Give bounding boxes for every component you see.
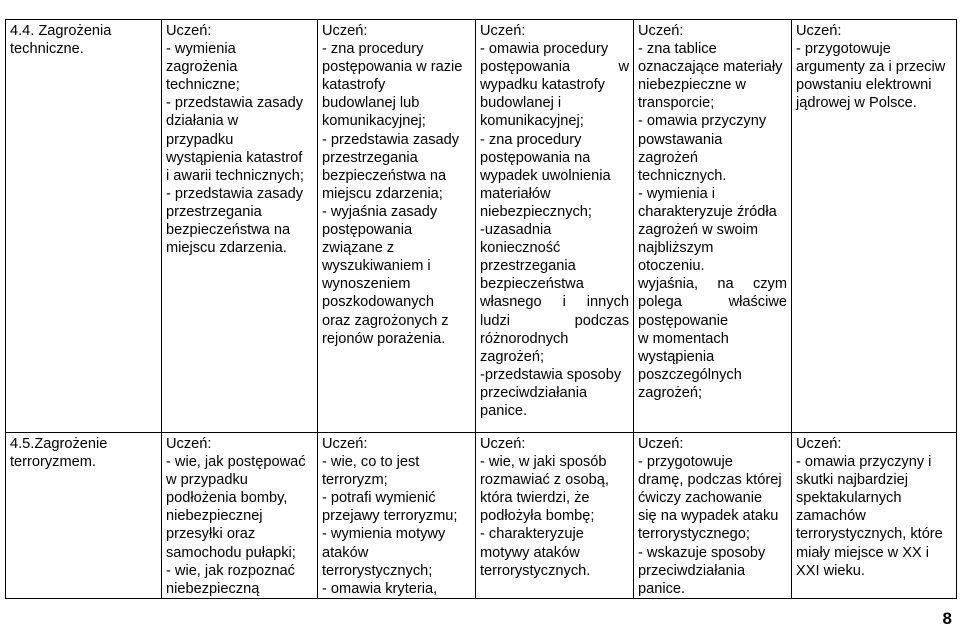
cell-line: budowlanej i: [480, 95, 562, 112]
cell-line: poszkodowanych: [322, 294, 434, 311]
curriculum-table: [5, 19, 957, 599]
requirement-cell: [318, 20, 476, 433]
cell-line: spektakularnych: [796, 490, 902, 507]
cell-line: poszczególnych: [638, 366, 742, 383]
cell-line: technicznych.: [638, 167, 727, 184]
cell-line: postępowania w: [480, 59, 629, 76]
cell-line: rozmawiać z osobą,: [480, 472, 609, 489]
cell-line: zagrożenia: [166, 59, 238, 76]
cell-line: otoczeniu.: [638, 258, 705, 275]
cell-heading: Uczeń:: [480, 436, 526, 452]
cell-line: -uzasadnia: [480, 222, 552, 239]
cell-line: budowlanej lub: [322, 95, 420, 112]
cell-line: wystąpienia: [638, 348, 715, 365]
cell-line: terroryzm;: [322, 472, 388, 489]
cell-line: - przedstawia zasady: [166, 95, 304, 112]
cell-line: własnego i innych: [480, 294, 629, 311]
cell-line: komunikacyjnej;: [480, 113, 584, 130]
cell-line: wypadek uwolnienia: [480, 167, 611, 184]
cell-line: - wskazuje sposoby: [638, 544, 766, 561]
cell-line: w momentach: [638, 330, 729, 347]
cell-line: transporcie;: [638, 95, 715, 112]
cell-line: - omawia przyczyny: [638, 113, 767, 130]
cell-line: postępowania: [322, 222, 413, 239]
cell-line: charakteryzuje źródła: [638, 203, 777, 220]
cell-line: postępowanie: [638, 312, 729, 329]
cell-line: miejscu zdarzenia;: [322, 185, 443, 202]
cell-line: wynoszeniem: [322, 276, 411, 293]
cell-line: powstawania: [638, 131, 723, 148]
cell-line: - wyjaśnia zasady: [322, 203, 438, 220]
cell-heading: Uczeń:: [638, 23, 684, 39]
cell-line: - przedstawia zasady: [322, 131, 460, 148]
topic-cell: [6, 20, 162, 433]
cell-line: niebezpieczne w: [638, 77, 746, 94]
cell-line: bezpieczeństwa na: [322, 167, 447, 184]
cell-line: - omawia przyczyny i: [796, 454, 932, 471]
topic-line: 4.5.Zagrożenie: [10, 436, 108, 452]
cell-line: oznaczające materiały: [638, 59, 783, 76]
requirement-cell: [792, 433, 957, 599]
cell-line: - potrafi wymienić: [322, 490, 436, 507]
cell-line: przestrzegania: [166, 203, 262, 220]
cell-heading: Uczeń:: [480, 23, 526, 39]
table-row: [6, 20, 957, 433]
cell-line: przestrzegania: [322, 149, 418, 166]
cell-line: - charakteryzuje: [480, 526, 584, 543]
cell-line: wyszukiwaniem i: [322, 258, 431, 275]
cell-line: ludzi podczas: [480, 312, 629, 329]
cell-line: postępowania w razie: [322, 59, 463, 76]
cell-line: niebezpieczną: [166, 580, 260, 597]
cell-line: terrorystycznych, które: [796, 526, 943, 543]
cell-heading: Uczeń:: [796, 436, 842, 452]
page-number: 8: [942, 609, 952, 628]
cell-line: ataków: [322, 544, 369, 561]
requirement-cell: [476, 20, 634, 433]
cell-line: związane z: [322, 240, 395, 257]
cell-line: przypadku: [166, 131, 234, 148]
cell-line: komunikacyjnej;: [322, 113, 426, 130]
cell-line: motywy ataków: [480, 544, 580, 561]
cell-line: różnorodnych: [480, 330, 569, 347]
cell-heading: Uczeń:: [638, 436, 684, 452]
cell-line: i awarii technicznych;: [166, 167, 304, 184]
cell-heading: Uczeń:: [322, 436, 368, 452]
cell-line: zagrożeń;: [638, 384, 703, 401]
topic-line: techniczne.: [10, 41, 84, 58]
cell-line: - wie, jak rozpoznać: [166, 562, 295, 579]
cell-line: działania w: [166, 113, 239, 130]
cell-line: postępowania na: [480, 149, 591, 166]
cell-line: materiałów: [480, 185, 551, 202]
cell-line: - zna tablice: [638, 41, 717, 58]
cell-line: wystąpienia katastrof: [166, 149, 303, 166]
requirement-cell: [476, 433, 634, 599]
cell-line: konieczność: [480, 240, 561, 257]
cell-line: niebezpiecznej: [166, 508, 263, 525]
cell-line: zagrożeń w swoim: [638, 222, 759, 239]
cell-line: terrorystycznego;: [638, 526, 750, 543]
cell-line: zagrożeń: [638, 149, 699, 166]
cell-heading: Uczeń:: [166, 436, 212, 452]
cell-line: niebezpiecznych;: [480, 203, 592, 220]
cell-line: - przygotowuje: [796, 41, 891, 58]
cell-line: - omawia procedury: [480, 41, 609, 58]
cell-line: - wymienia: [166, 41, 236, 58]
cell-line: - zna procedury: [480, 131, 582, 148]
requirement-cell: [162, 20, 318, 433]
cell-line: przestrzegania: [480, 258, 576, 275]
cell-line: najbliższym: [638, 240, 714, 257]
cell-line: katastrofy: [322, 77, 386, 94]
requirement-cell: [634, 433, 792, 599]
cell-line: ćwiczy zachowanie: [638, 490, 763, 507]
cell-line: -przedstawia sposoby: [480, 366, 622, 383]
topic-line: 4.4. Zagrożenia: [10, 23, 112, 39]
requirement-cell: [162, 433, 318, 599]
cell-line: - wie, w jaki sposób: [480, 454, 607, 471]
cell-line: bezpieczeństwa: [480, 276, 584, 293]
cell-line: samochodu pułapki;: [166, 544, 296, 561]
cell-line: która twierdzi, że: [480, 490, 590, 507]
cell-line: przeciwdziałania: [638, 562, 746, 579]
cell-line: podłożyła bombę;: [480, 508, 595, 525]
cell-heading: Uczeń:: [796, 23, 842, 39]
cell-line: miały miejsce w XX i: [796, 544, 929, 561]
cell-line: - zna procedury: [322, 41, 424, 58]
cell-line: przeciwdziałania: [480, 384, 588, 401]
cell-line: dramę, podczas której: [638, 472, 782, 489]
topic-cell: [6, 433, 162, 599]
cell-line: - wymienia motywy: [322, 526, 446, 543]
cell-line: zamachów: [796, 508, 866, 525]
cell-line: - wie, jak postępować: [166, 454, 306, 471]
table-row: [6, 433, 957, 599]
requirement-cell: [318, 433, 476, 599]
cell-line: terrorystycznych.: [480, 562, 591, 579]
cell-line: w przypadku: [166, 472, 248, 489]
cell-line: rejonów porażenia.: [322, 330, 446, 347]
cell-line: się na wypadek ataku: [638, 508, 779, 525]
requirement-cell: [634, 20, 792, 433]
cell-line: XXI wieku.: [796, 562, 865, 579]
cell-line: - omawia kryteria,: [322, 580, 438, 597]
cell-line: panice.: [638, 580, 686, 597]
cell-line: terrorystycznych;: [322, 562, 433, 579]
cell-line: przesyłki oraz: [166, 526, 256, 543]
cell-line: argumenty za i przeciw: [796, 59, 946, 76]
cell-line: wyjaśnia, na czym: [638, 276, 787, 293]
cell-line: podłożenia bomby,: [166, 490, 288, 507]
topic-line: terroryzmem.: [10, 454, 96, 471]
cell-line: - przygotowuje: [638, 454, 733, 471]
cell-line: - wymienia i: [638, 185, 716, 202]
cell-line: przejawy terroryzmu;: [322, 508, 458, 525]
cell-line: jądrowej w Polsce.: [796, 95, 917, 112]
cell-line: powstaniu elektrowni: [796, 77, 932, 94]
requirement-cell: [792, 20, 957, 433]
cell-heading: Uczeń:: [166, 23, 212, 39]
cell-line: zagrożeń;: [480, 348, 545, 365]
cell-line: polega właściwe: [638, 294, 787, 311]
cell-line: bezpieczeństwa na: [166, 222, 291, 239]
cell-line: oraz zagrożonych z: [322, 312, 449, 329]
cell-line: - wie, co to jest: [322, 454, 420, 471]
cell-line: wypadku katastrofy: [480, 77, 605, 94]
cell-heading: Uczeń:: [322, 23, 368, 39]
cell-line: - przedstawia zasady: [166, 185, 304, 202]
cell-line: panice.: [480, 402, 528, 419]
cell-line: skutki najbardziej: [796, 472, 908, 489]
cell-line: techniczne;: [166, 77, 240, 94]
cell-line: miejscu zdarzenia.: [166, 240, 287, 257]
